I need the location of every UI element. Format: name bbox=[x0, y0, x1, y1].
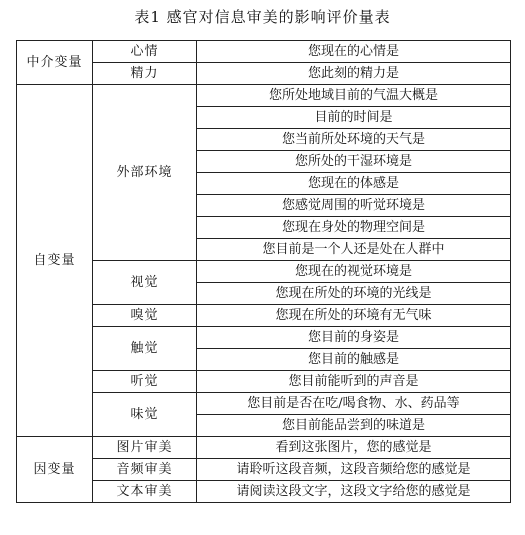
question-cell: 您当前所处环境的天气是 bbox=[197, 129, 511, 151]
question-cell: 您现在的体感是 bbox=[197, 173, 511, 195]
question-cell: 您现在身处的物理空间是 bbox=[197, 217, 511, 239]
table-row bbox=[17, 437, 511, 459]
dimension-cell: 心情 bbox=[93, 41, 197, 63]
variable-group-cell: 自变量 bbox=[17, 85, 93, 437]
question-cell: 目前的时间是 bbox=[197, 107, 511, 129]
question-cell: 您现在所处的环境的光线是 bbox=[197, 283, 511, 305]
dimension-cell: 音频审美 bbox=[93, 459, 197, 481]
table-title: 表1 感官对信息审美的影响评价量表 bbox=[134, 8, 391, 26]
evaluation-scale-table bbox=[16, 40, 511, 503]
dimension-cell: 味觉 bbox=[93, 393, 197, 437]
table-body bbox=[17, 41, 511, 503]
question-cell: 您现在的心情是 bbox=[197, 41, 511, 63]
question-cell: 您目前的身姿是 bbox=[197, 327, 511, 349]
question-cell: 请聆听这段音频，这段音频给您的感觉是 bbox=[197, 459, 511, 481]
dimension-cell: 外部环境 bbox=[93, 85, 197, 261]
question-cell: 您目前能听到的声音是 bbox=[197, 371, 511, 393]
dimension-cell: 图片审美 bbox=[93, 437, 197, 459]
dimension-cell: 嗅觉 bbox=[93, 305, 197, 327]
variable-group-cell: 因变量 bbox=[17, 437, 93, 503]
dimension-cell: 触觉 bbox=[93, 327, 197, 371]
question-cell: 您现在的视觉环境是 bbox=[197, 261, 511, 283]
question-cell: 看到这张图片，您的感觉是 bbox=[197, 437, 511, 459]
question-cell: 您目前是否在吃/喝食物、水、药品等 bbox=[197, 393, 511, 415]
table-row bbox=[17, 41, 511, 63]
question-cell: 请阅读这段文字，这段文字给您的感觉是 bbox=[197, 481, 511, 503]
question-cell: 您感觉周围的听觉环境是 bbox=[197, 195, 511, 217]
dimension-cell: 文本审美 bbox=[93, 481, 197, 503]
question-cell: 您目前的触感是 bbox=[197, 349, 511, 371]
dimension-cell: 精力 bbox=[93, 63, 197, 85]
variable-group-cell: 中介变量 bbox=[17, 41, 93, 85]
question-cell: 您此刻的精力是 bbox=[197, 63, 511, 85]
dimension-cell: 视觉 bbox=[93, 261, 197, 305]
dimension-cell: 听觉 bbox=[93, 371, 197, 393]
question-cell: 您目前是一个人还是处在人群中 bbox=[197, 239, 511, 261]
question-cell: 您所处的干湿环境是 bbox=[197, 151, 511, 173]
table-row bbox=[17, 85, 511, 107]
question-cell: 您目前能品尝到的味道是 bbox=[197, 415, 511, 437]
question-cell: 您所处地域目前的气温大概是 bbox=[197, 85, 511, 107]
question-cell: 您现在所处的环境有无气味 bbox=[197, 305, 511, 327]
